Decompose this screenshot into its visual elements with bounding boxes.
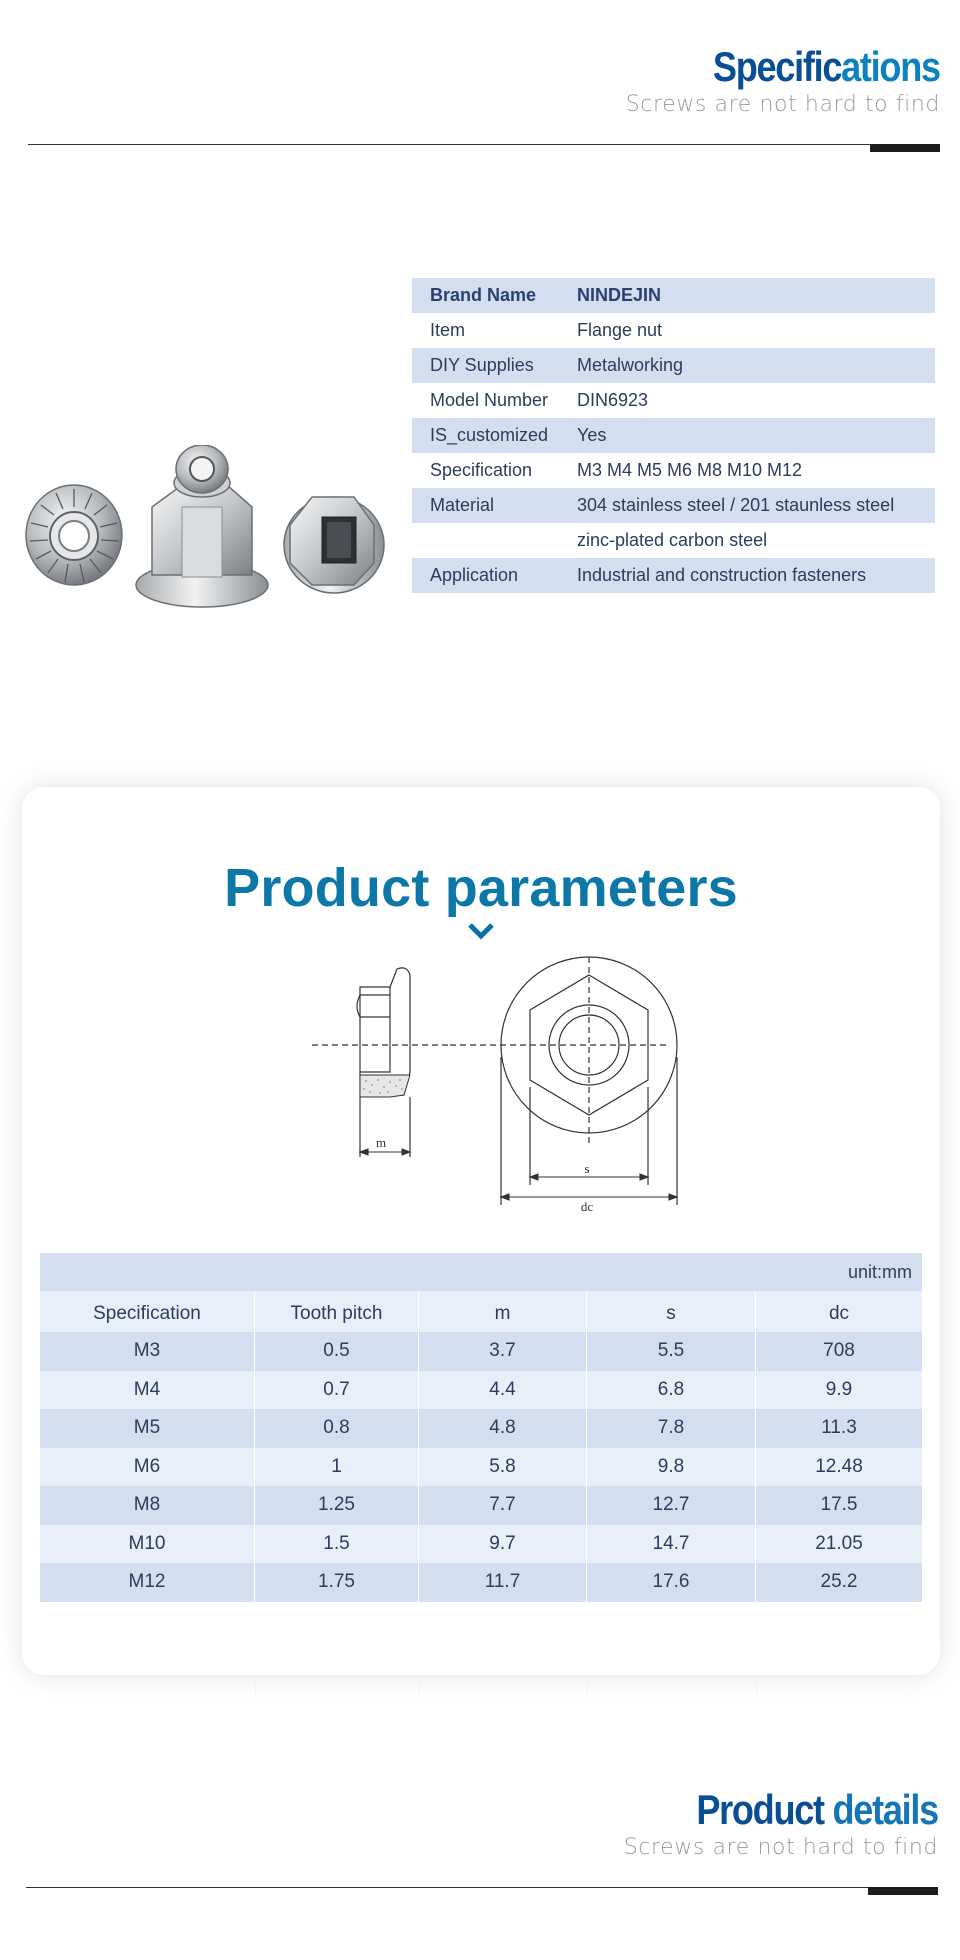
- spec-value: Flange nut: [577, 320, 663, 340]
- table-row: [40, 1486, 922, 1525]
- spec-value: DIN6923: [577, 390, 649, 410]
- table-cell: 0.7: [255, 1371, 419, 1410]
- parameter-rows: [40, 1332, 922, 1602]
- dim-label-dc: dc: [580, 1199, 594, 1214]
- table-cell: M8: [40, 1486, 255, 1525]
- table-cell: 0.5: [255, 1332, 419, 1371]
- ghost-line: [419, 1675, 420, 1697]
- table-cell: 708: [823, 1340, 855, 1362]
- product-parameters-card: [22, 787, 940, 1675]
- column-header: Tooth pitch: [255, 1291, 419, 1332]
- spec-value: Metalworking: [577, 355, 684, 375]
- table-row: [40, 1525, 922, 1564]
- product-details-title-part1: Product: [696, 1786, 833, 1833]
- column-header: m: [419, 1291, 587, 1332]
- product-photo: [22, 445, 392, 620]
- spec-key: Brand Name: [430, 285, 537, 305]
- table-cell: M10: [40, 1525, 255, 1564]
- table-cell: 11.3: [821, 1417, 857, 1439]
- table-cell: 14.7: [587, 1525, 756, 1564]
- table-header-row: [40, 1291, 922, 1332]
- spec-row-is-customized: [412, 418, 935, 453]
- spec-row-material: [412, 488, 935, 523]
- specifications-title-part2: ations: [841, 43, 940, 90]
- table-cell: M5: [40, 1409, 255, 1448]
- flange-nut-face-view: [26, 485, 122, 585]
- table-cell: 5.5: [587, 1332, 756, 1371]
- dim-label-s: s: [584, 1161, 590, 1176]
- spec-row-model-number: [412, 383, 935, 418]
- table-cell: 0.8: [255, 1409, 419, 1448]
- table-cell: 1.75: [255, 1563, 419, 1602]
- table-cell: 9.9: [825, 1378, 853, 1400]
- table-cell: 7.8: [587, 1409, 756, 1448]
- flange-nut-side-view: [136, 445, 268, 607]
- header-divider-line: [28, 144, 940, 145]
- section-hatching: [360, 1075, 410, 1097]
- header-accent-bar: [870, 144, 940, 152]
- ghost-line: [255, 1675, 256, 1697]
- column-header: s: [587, 1291, 756, 1332]
- specifications-subtitle: Screws are not hard to find: [625, 92, 940, 117]
- specifications-title: [713, 42, 940, 92]
- table-cell: 1: [255, 1448, 419, 1487]
- table-cell: M4: [40, 1371, 255, 1410]
- ghost-line: [756, 1675, 757, 1697]
- spec-key: Specification: [430, 460, 533, 480]
- table-cell: 12.48: [815, 1455, 863, 1477]
- table-cell: 21.05: [815, 1532, 863, 1554]
- flange-nut-technical-drawing: [282, 947, 702, 1217]
- spec-row-specification: [412, 453, 935, 488]
- table-row: [40, 1409, 922, 1448]
- column-header: dc: [828, 1302, 850, 1324]
- chevron-down-icon: [468, 922, 494, 940]
- table-row: [40, 1371, 922, 1410]
- table-cell: 17.5: [820, 1494, 858, 1516]
- product-details-subtitle: Screws are not hard to find: [623, 1835, 938, 1860]
- flange-nuts-illustration: [22, 445, 392, 620]
- table-cell: 6.8: [587, 1371, 756, 1410]
- spec-value: NINDEJIN: [577, 285, 662, 305]
- header-divider-line: [26, 1887, 938, 1888]
- table-cell: 7.7: [419, 1486, 587, 1525]
- column-header: Specification: [40, 1291, 255, 1332]
- spec-key: Material: [430, 495, 495, 515]
- spec-value: Yes: [577, 425, 607, 445]
- spec-row-diy-supplies: [412, 348, 935, 383]
- spec-row-brand-name: [412, 278, 935, 313]
- product-details-header: [26, 1785, 938, 1897]
- product-details-title-part2: details: [832, 1786, 938, 1833]
- spec-table: [412, 278, 935, 593]
- specifications-header: [28, 42, 940, 154]
- spec-value: 304 stainless steel / 201 staunless steel: [577, 495, 895, 515]
- table-cell: M3: [40, 1332, 255, 1371]
- product-parameters-title: Product parameters: [224, 858, 738, 918]
- table-cell: 5.8: [419, 1448, 587, 1487]
- table-cell: 3.7: [419, 1332, 587, 1371]
- spec-key: Application: [430, 565, 519, 585]
- ghost-line: [587, 1675, 588, 1697]
- table-cell: 9.8: [587, 1448, 756, 1487]
- table-cell: 4.4: [419, 1371, 587, 1410]
- header-accent-bar: [868, 1887, 938, 1895]
- spec-key: Item: [430, 320, 466, 340]
- table-row: [40, 1332, 922, 1371]
- parameter-table: [40, 1253, 922, 1602]
- table-cell: 1.5: [255, 1525, 419, 1564]
- product-details-title: [696, 1785, 938, 1835]
- spec-key: Model Number: [430, 390, 549, 410]
- table-cell: M12: [40, 1563, 255, 1602]
- spec-row-item: [412, 313, 935, 348]
- table-cell: M6: [40, 1448, 255, 1487]
- unit-label: unit:mm: [40, 1253, 922, 1291]
- table-cell: 17.6: [587, 1563, 756, 1602]
- spec-key: DIY Supplies: [430, 355, 534, 375]
- table-cell: 4.8: [419, 1409, 587, 1448]
- table-cell: 12.7: [587, 1486, 756, 1525]
- table-row: [40, 1448, 922, 1487]
- table-cell: 11.7: [419, 1563, 587, 1602]
- specifications-title-part1: Specific: [713, 43, 842, 90]
- table-cell: 25.2: [820, 1571, 858, 1593]
- table-row: [40, 1563, 922, 1602]
- dim-label-m: m: [375, 1135, 387, 1150]
- spec-row-application: [412, 558, 935, 593]
- spec-value: Industrial and construction fasteners: [577, 565, 867, 585]
- spec-value: M3 M4 M5 M6 M8 M10 M12: [577, 460, 803, 480]
- flange-nut-angled-view: [284, 497, 384, 593]
- spec-row-material-continued: [412, 523, 935, 558]
- table-cell: 9.7: [419, 1525, 587, 1564]
- spec-value: zinc-plated carbon steel: [577, 530, 768, 550]
- table-cell: 1.25: [255, 1486, 419, 1525]
- spec-key: IS_customized: [430, 425, 549, 445]
